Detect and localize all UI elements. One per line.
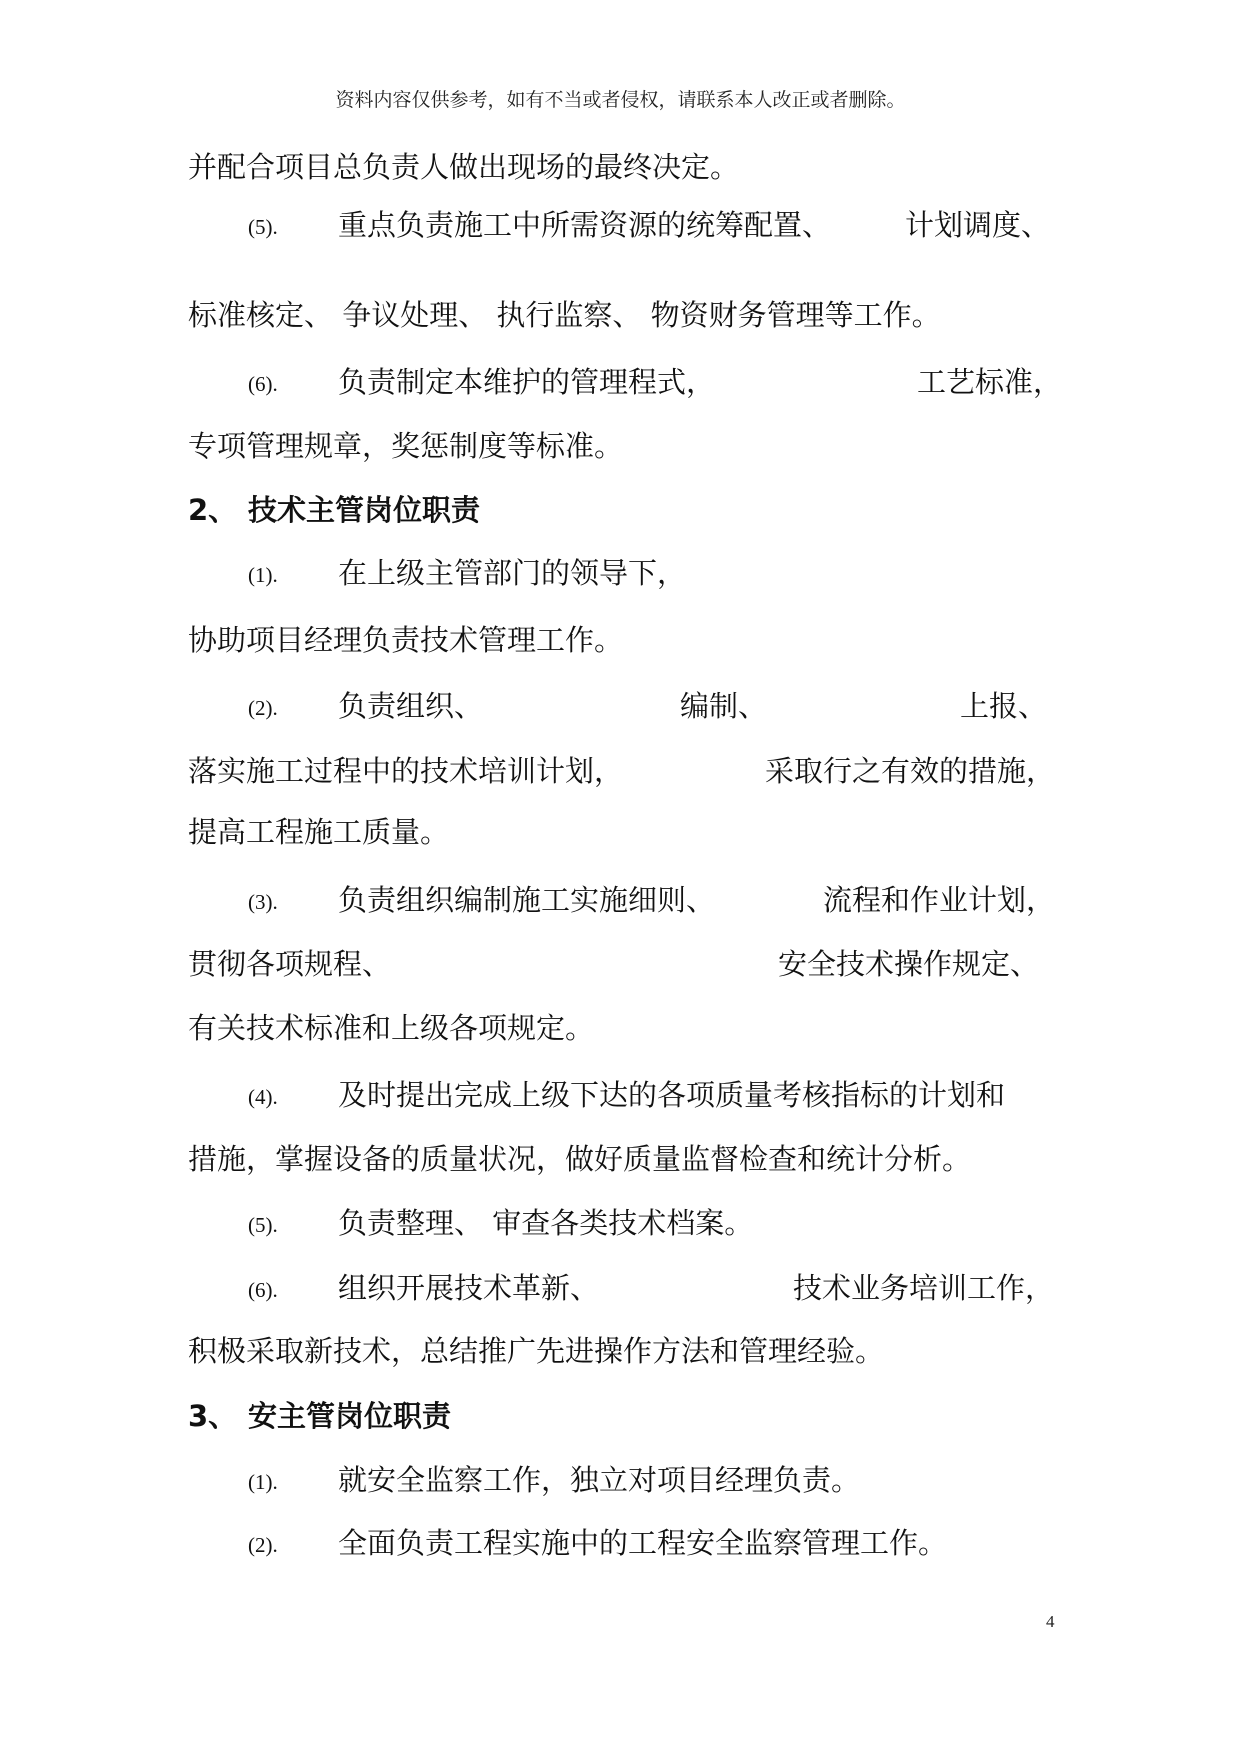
paragraph-line: 专项管理规章，奖惩制度等标准。 bbox=[188, 429, 624, 463]
paragraph-line: 流程和作业计划， bbox=[823, 883, 1056, 917]
paragraph-line: 计划调度、 bbox=[905, 208, 1051, 242]
paragraph-line: 重点负责施工中所需资源的统筹配置、 bbox=[338, 208, 832, 242]
item-number: (5). bbox=[248, 1213, 278, 1237]
paragraph-line: 工艺标准， bbox=[917, 365, 1063, 399]
paragraph-line: 负责组织编制施工实施细则、 bbox=[338, 883, 716, 917]
paragraph-line: 有关技术标准和上级各项规定。 bbox=[188, 1011, 595, 1045]
item-number: (1). bbox=[248, 563, 278, 587]
paragraph-line: 措施，掌握设备的质量状况，做好质量监督检查和统计分析。 bbox=[188, 1142, 972, 1176]
paragraph-line: 采取行之有效的措施， bbox=[765, 754, 1056, 788]
section-heading: 安主管岗位职责 bbox=[248, 1399, 452, 1433]
paragraph-line: 组织开展技术革新、 bbox=[338, 1271, 600, 1305]
header-disclaimer: 资料内容仅供参考，如有不当或者侵权，请联系本人改正或者删除。 bbox=[335, 89, 906, 111]
paragraph-line: 负责制定本维护的管理程式， bbox=[338, 365, 716, 399]
paragraph-line: 贯彻各项规程、 bbox=[188, 947, 392, 981]
paragraph-line: 提高工程施工质量。 bbox=[188, 815, 450, 849]
item-number: (5). bbox=[248, 215, 278, 239]
item-number: (2). bbox=[248, 696, 278, 720]
paragraph-line: 上报、 bbox=[960, 689, 1048, 723]
paragraph-line: 就安全监察工作，独立对项目经理负责。 bbox=[338, 1463, 861, 1497]
item-number: (4). bbox=[248, 1085, 278, 1109]
item-number: (3). bbox=[248, 890, 278, 914]
paragraph-line: 在上级主管部门的领导下， bbox=[338, 556, 687, 590]
paragraph-line: 协助项目经理负责技术管理工作。 bbox=[188, 623, 624, 657]
paragraph-line: 负责整理、 审查各类技术档案。 bbox=[338, 1206, 754, 1240]
section-heading: 技术主管岗位职责 bbox=[248, 493, 481, 527]
page-number: 4 bbox=[1046, 1612, 1055, 1631]
paragraph-line: 编制、 bbox=[680, 689, 768, 723]
item-number: (1). bbox=[248, 1470, 278, 1494]
item-number: (6). bbox=[248, 1278, 278, 1302]
paragraph-line: 并配合项目总负责人做出现场的最终决定。 bbox=[188, 150, 740, 184]
item-number: (2). bbox=[248, 1533, 278, 1557]
paragraph-line: 及时提出完成上级下达的各项质量考核指标的计划和 bbox=[338, 1078, 1006, 1112]
paragraph-line: 安全技术操作规定、 bbox=[778, 947, 1040, 981]
paragraph-line: 全面负责工程实施中的工程安全监察管理工作。 bbox=[338, 1526, 948, 1560]
paragraph-line: 落实施工过程中的技术培训计划， bbox=[188, 754, 624, 788]
section-number: 2、 bbox=[188, 493, 238, 527]
paragraph-line: 技术业务培训工作， bbox=[793, 1271, 1055, 1305]
paragraph-line: 标准核定、 争议处理、 执行监察、 物资财务管理等工作。 bbox=[188, 298, 941, 332]
section-number: 3、 bbox=[188, 1399, 238, 1433]
paragraph-line: 负责组织、 bbox=[338, 689, 484, 723]
item-number: (6). bbox=[248, 372, 278, 396]
paragraph-line: 积极采取新技术，总结推广先进操作方法和管理经验。 bbox=[188, 1334, 885, 1368]
